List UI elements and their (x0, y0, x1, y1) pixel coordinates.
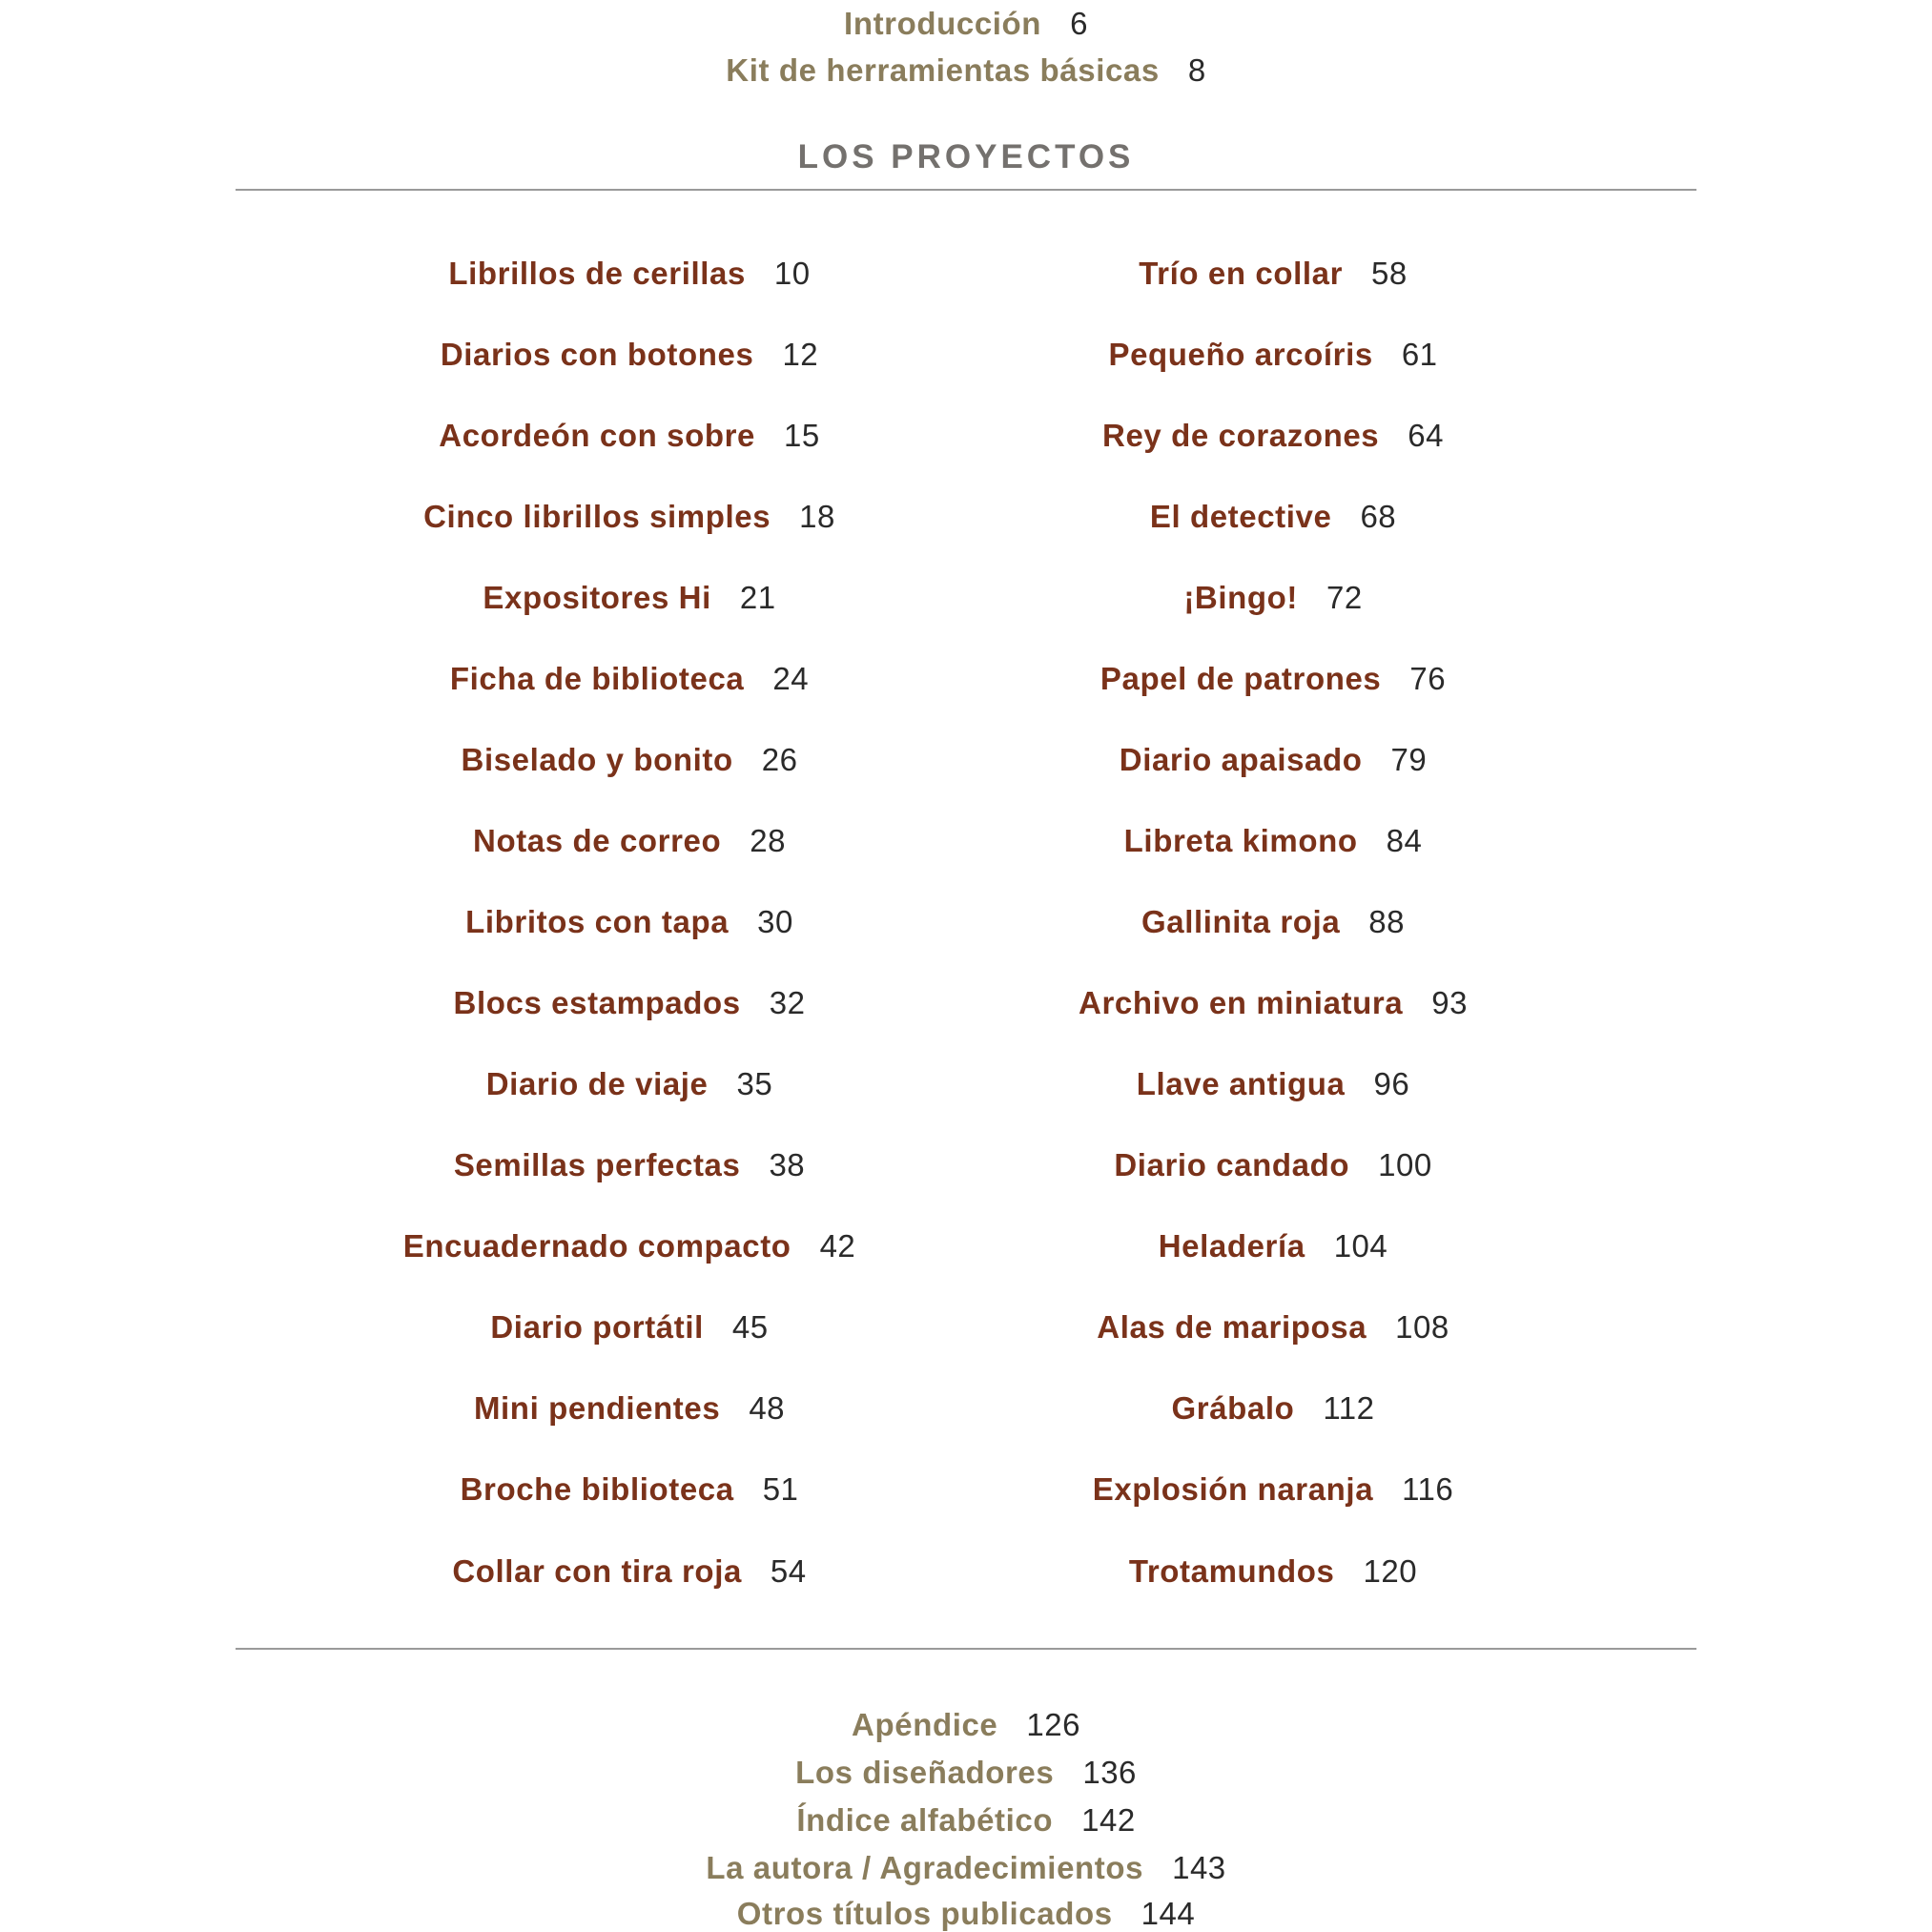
toc-entry-page: 120 (1363, 1553, 1418, 1589)
toc-entry-title: Encuadernado compacto (402, 1228, 791, 1264)
toc-entry-page: 35 (736, 1066, 773, 1101)
toc-entry-title: ¡Bingo! (1183, 580, 1298, 615)
toc-entry-page: 104 (1333, 1228, 1388, 1264)
toc-entry-title: Diario portátil (490, 1309, 704, 1345)
projects-right-column (958, 0, 1588, 1932)
toc-entry-title: Llave antigua (1136, 1066, 1346, 1101)
toc-entry-page: 28 (750, 823, 786, 858)
toc-entry-page: 24 (772, 661, 810, 696)
toc-entry-title: Rey de corazones (1102, 418, 1380, 453)
toc-entry-project[interactable] (315, 825, 944, 856)
toc-entry-page: 38 (769, 1147, 806, 1182)
toc-entry-project[interactable] (315, 1068, 944, 1100)
toc-entry-title: Trío en collar (1139, 256, 1344, 291)
toc-entry-project[interactable] (958, 1311, 1588, 1343)
toc-entry-page: 112 (1323, 1390, 1375, 1426)
toc-entry-page: 32 (769, 985, 806, 1020)
toc-entry-page: 42 (819, 1228, 856, 1264)
toc-entry-project[interactable] (315, 1311, 944, 1343)
toc-entry-title: Semillas perfectas (453, 1147, 741, 1182)
toc-entry-page: 48 (749, 1390, 786, 1426)
toc-entry-project[interactable] (958, 1392, 1588, 1424)
toc-entry-project[interactable] (958, 663, 1588, 694)
toc-entry-project[interactable] (315, 501, 944, 532)
toc-entry-page: 18 (799, 499, 835, 534)
bottom-divider (236, 1648, 1696, 1650)
toc-entry-title: Gallinita roja (1141, 904, 1341, 939)
toc-entry-title: Trotamundos (1128, 1553, 1335, 1589)
toc-entry-title: Alas de mariposa (1097, 1309, 1367, 1345)
toc-entry-title: Diarios con botones (440, 337, 754, 372)
toc-entry-back[interactable] (0, 1852, 1932, 1883)
toc-entry-title: Librillos de cerillas (448, 256, 746, 291)
toc-entry-project[interactable] (958, 1555, 1588, 1587)
toc-entry-title: Diario apaisado (1119, 742, 1363, 777)
toc-entry-title: Mini pendientes (473, 1390, 721, 1426)
toc-entry-page: 12 (782, 337, 819, 372)
toc-entry-title: Expositores Hi (483, 580, 711, 615)
toc-entry-page: 79 (1390, 742, 1428, 777)
toc-entry-project[interactable] (958, 257, 1588, 289)
toc-entry-title: El detective (1149, 499, 1332, 534)
projects-left-column (315, 0, 944, 1932)
toc-entry-project[interactable] (315, 1149, 944, 1181)
toc-entry-title: Libreta kimono (1123, 823, 1358, 858)
toc-entry-title: Biselado y bonito (461, 742, 733, 777)
toc-entry-page: 144 (1141, 1896, 1196, 1931)
toc-entry-title: Introducción (844, 6, 1042, 41)
toc-entry-title: Diario de viaje (485, 1066, 709, 1101)
toc-entry-page: 21 (739, 580, 776, 615)
toc-entry-page: 108 (1395, 1309, 1449, 1345)
toc-entry-project[interactable] (958, 744, 1588, 775)
toc-entry-title: Otros títulos publicados (736, 1896, 1113, 1931)
toc-entry-title: Notas de correo (473, 823, 722, 858)
toc-entry-title: Libritos con tapa (465, 904, 730, 939)
toc-entry-page: 61 (1401, 337, 1438, 372)
toc-entry-page: 136 (1082, 1755, 1137, 1790)
toc-entry-page: 45 (731, 1309, 769, 1345)
toc-entry-page: 76 (1409, 661, 1447, 696)
toc-entry-title: Cinco librillos simples (423, 499, 771, 534)
toc-entry-project[interactable] (315, 1473, 944, 1505)
toc-entry-project[interactable] (315, 1555, 944, 1587)
toc-entry-page: 6 (1070, 6, 1088, 41)
toc-entry-project[interactable] (958, 906, 1588, 937)
toc-entry-title: Broche biblioteca (460, 1471, 734, 1507)
toc-entry-back[interactable] (0, 1898, 1932, 1929)
toc-entry-project[interactable] (958, 1068, 1588, 1100)
toc-entry-project[interactable] (315, 987, 944, 1018)
toc-entry-page: 10 (773, 256, 811, 291)
toc-entry-project[interactable] (958, 825, 1588, 856)
toc-entry-title: Heladería (1158, 1228, 1305, 1264)
toc-entry-page: 68 (1360, 499, 1397, 534)
toc-entry-project[interactable] (958, 339, 1588, 370)
toc-entry-title: La autora / Agradecimientos (706, 1850, 1144, 1885)
toc-entry-project[interactable] (315, 257, 944, 289)
toc-entry-title: Explosión naranja (1092, 1471, 1374, 1507)
toc-entry-page: 51 (762, 1471, 799, 1507)
toc-entry-page: 143 (1172, 1850, 1226, 1885)
toc-entry-title: Kit de herramientas básicas (726, 52, 1160, 88)
toc-entry-page: 84 (1386, 823, 1423, 858)
toc-entry-project[interactable] (958, 501, 1588, 532)
toc-entry-page: 93 (1431, 985, 1468, 1020)
toc-entry-title: Apéndice (852, 1707, 998, 1742)
toc-entry-page: 100 (1378, 1147, 1432, 1182)
toc-entry-title: Índice alfabético (796, 1802, 1054, 1838)
toc-entry-project[interactable] (958, 1473, 1588, 1505)
toc-entry-project[interactable] (315, 1392, 944, 1424)
toc-entry-project[interactable] (315, 906, 944, 937)
toc-entry-page: 58 (1371, 256, 1408, 291)
toc-entry-title: Papel de patrones (1100, 661, 1382, 696)
toc-entry-project[interactable] (958, 987, 1588, 1018)
toc-entry-page: 8 (1187, 52, 1206, 88)
toc-entry-project[interactable] (958, 1149, 1588, 1181)
toc-entry-title: Blocs estampados (453, 985, 741, 1020)
toc-entry-page: 126 (1026, 1707, 1080, 1742)
toc-entry-back[interactable] (0, 1709, 1932, 1740)
toc-entry-project[interactable] (958, 582, 1588, 613)
toc-entry-title: Diario candado (1114, 1147, 1350, 1182)
toc-entry-project[interactable] (315, 1230, 944, 1262)
toc-entry-title: Pequeño arcoíris (1108, 337, 1373, 372)
toc-entry-page: 142 (1081, 1802, 1136, 1838)
toc-entry-project[interactable] (315, 744, 944, 775)
toc-entry-page: 64 (1408, 418, 1444, 453)
toc-entry-back[interactable] (0, 1757, 1932, 1788)
toc-entry-page: 96 (1373, 1066, 1410, 1101)
toc-entry-project[interactable] (315, 582, 944, 613)
toc-entry-back[interactable] (0, 1804, 1932, 1836)
toc-entry-page: 116 (1402, 1471, 1454, 1507)
section-heading: LOS PROYECTOS (797, 138, 1135, 175)
toc-entry-page: 26 (761, 742, 798, 777)
toc-entry-project[interactable] (315, 339, 944, 370)
toc-entry-project[interactable] (315, 420, 944, 451)
toc-entry-title: Acordeón con sobre (439, 418, 755, 453)
toc-entry-title: Collar con tira roja (452, 1553, 742, 1589)
toc-entry-page: 54 (770, 1553, 807, 1589)
toc-entry-page: 88 (1368, 904, 1405, 939)
toc-entry-project[interactable] (315, 663, 944, 694)
toc-entry-project[interactable] (958, 420, 1588, 451)
toc-entry-title: Grábalo (1171, 1390, 1295, 1426)
toc-entry-page: 30 (757, 904, 793, 939)
toc-entry-page: 15 (783, 418, 820, 453)
toc-entry-title: Archivo en miniatura (1079, 985, 1404, 1020)
toc-entry-title: Los diseñadores (795, 1755, 1055, 1790)
toc-entry-page: 72 (1326, 580, 1363, 615)
toc-entry-title: Ficha de biblioteca (449, 661, 745, 696)
toc-entry-project[interactable] (958, 1230, 1588, 1262)
